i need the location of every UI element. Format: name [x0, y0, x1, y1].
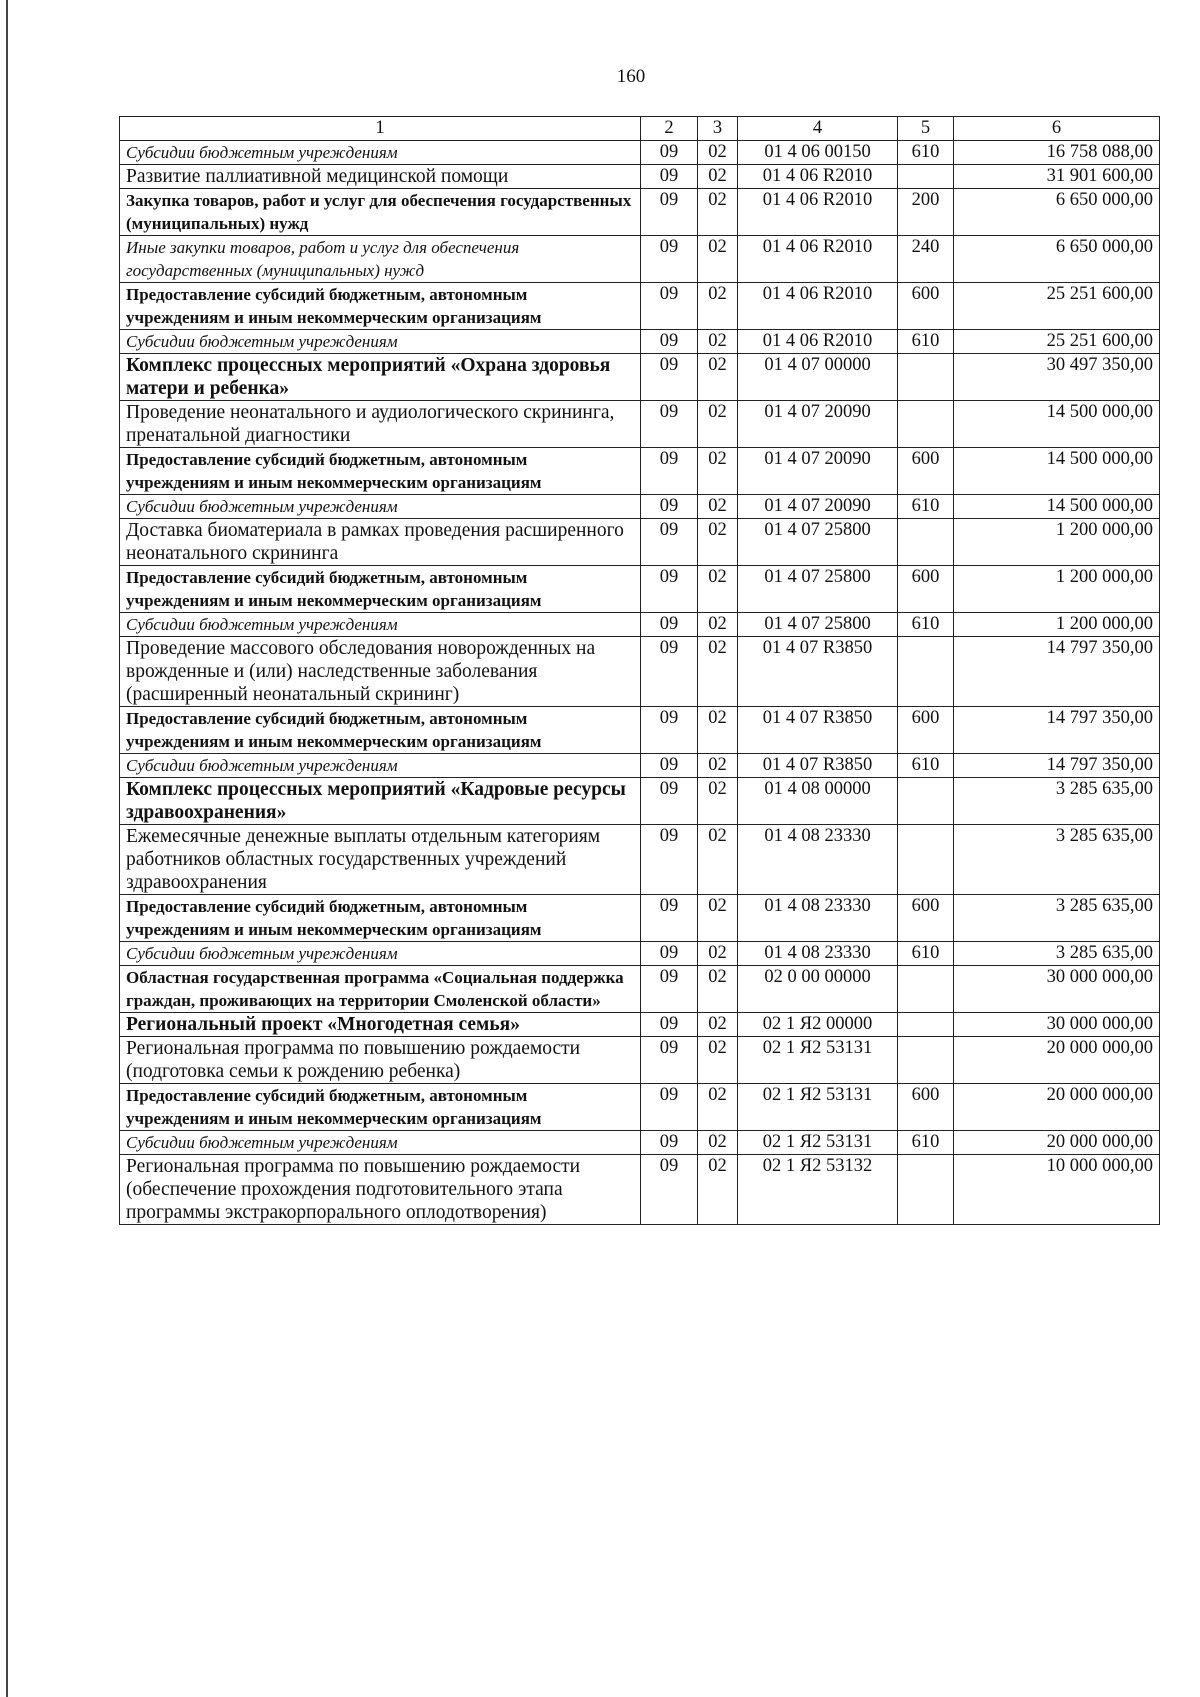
target-article-cell: 01 4 07 R3850 [738, 637, 898, 707]
subsection-code-cell: 02 [698, 401, 738, 448]
target-article-cell: 01 4 06 R2010 [738, 189, 898, 236]
column-header: 5 [898, 117, 954, 141]
section-code-cell: 09 [641, 1155, 698, 1225]
column-header: 2 [641, 117, 698, 141]
row-name-cell: Предоставление субсидий бюджетным, автономным учреждениям и иным некоммерческим организациям [120, 707, 641, 754]
section-code-cell: 09 [641, 448, 698, 495]
row-name-cell: Иные закупки товаров, работ и услуг для обеспечения государственных (муниципальных) нужд [120, 236, 641, 283]
table-row [120, 165, 1160, 189]
amount-cell: 3 285 635,00 [954, 778, 1160, 825]
row-name-cell: Субсидии бюджетным учреждениям [120, 942, 641, 966]
target-article-cell: 01 4 07 25800 [738, 613, 898, 637]
section-code-cell: 09 [641, 354, 698, 401]
target-article-cell: 02 1 Я2 00000 [738, 1013, 898, 1037]
amount-cell: 30 497 350,00 [954, 354, 1160, 401]
subsection-code-cell: 02 [698, 165, 738, 189]
section-code-cell: 09 [641, 637, 698, 707]
amount-cell: 20 000 000,00 [954, 1084, 1160, 1131]
expense-type-cell: 600 [898, 283, 954, 330]
table-row [120, 778, 1160, 825]
section-code-cell: 09 [641, 165, 698, 189]
target-article-cell: 02 1 Я2 53131 [738, 1131, 898, 1155]
target-article-cell: 02 1 Я2 53131 [738, 1084, 898, 1131]
section-code-cell: 09 [641, 519, 698, 566]
section-code-cell: 09 [641, 1084, 698, 1131]
expense-type-cell [898, 1013, 954, 1037]
amount-cell: 14 500 000,00 [954, 495, 1160, 519]
target-article-cell: 01 4 07 25800 [738, 566, 898, 613]
subsection-code-cell: 02 [698, 330, 738, 354]
target-article-cell: 01 4 08 23330 [738, 895, 898, 942]
table-row [120, 283, 1160, 330]
row-name-cell: Комплекс процессных мероприятий «Охрана здоровья матери и ребенка» [120, 354, 641, 401]
subsection-code-cell: 02 [698, 1084, 738, 1131]
amount-cell: 1 200 000,00 [954, 519, 1160, 566]
target-article-cell: 01 4 07 R3850 [738, 707, 898, 754]
row-name-cell: Комплекс процессных мероприятий «Кадровые ресурсы здравоохранения» [120, 778, 641, 825]
target-article-cell: 02 1 Я2 53132 [738, 1155, 898, 1225]
amount-cell: 6 650 000,00 [954, 189, 1160, 236]
row-name-cell: Региональный проект «Многодетная семья» [120, 1013, 641, 1037]
table-row [120, 236, 1160, 283]
row-name-cell: Предоставление субсидий бюджетным, автономным учреждениям и иным некоммерческим организациям [120, 448, 641, 495]
target-article-cell: 01 4 07 20090 [738, 401, 898, 448]
amount-cell: 6 650 000,00 [954, 236, 1160, 283]
amount-cell: 25 251 600,00 [954, 283, 1160, 330]
expense-type-cell: 610 [898, 1131, 954, 1155]
expense-type-cell [898, 778, 954, 825]
row-name-cell: Субсидии бюджетным учреждениям [120, 141, 641, 165]
table-row [120, 448, 1160, 495]
row-name-cell: Областная государственная программа «Социальная поддержка граждан, проживающих на территории Смоленской области» [120, 966, 641, 1013]
expense-type-cell: 610 [898, 330, 954, 354]
row-name-cell: Субсидии бюджетным учреждениям [120, 1131, 641, 1155]
subsection-code-cell: 02 [698, 189, 738, 236]
amount-cell: 3 285 635,00 [954, 895, 1160, 942]
table-row [120, 495, 1160, 519]
section-code-cell: 09 [641, 942, 698, 966]
table-row [120, 1013, 1160, 1037]
expense-type-cell: 610 [898, 613, 954, 637]
table-row [120, 354, 1160, 401]
section-code-cell: 09 [641, 283, 698, 330]
amount-cell: 14 797 350,00 [954, 754, 1160, 778]
table-row [120, 1155, 1160, 1225]
amount-cell: 20 000 000,00 [954, 1131, 1160, 1155]
expense-type-cell: 610 [898, 495, 954, 519]
section-code-cell: 09 [641, 566, 698, 613]
amount-cell: 3 285 635,00 [954, 942, 1160, 966]
table-row [120, 189, 1160, 236]
subsection-code-cell: 02 [698, 1013, 738, 1037]
table-row [120, 707, 1160, 754]
target-article-cell: 01 4 07 00000 [738, 354, 898, 401]
subsection-code-cell: 02 [698, 495, 738, 519]
expense-type-cell: 600 [898, 566, 954, 613]
column-header: 4 [738, 117, 898, 141]
column-header: 6 [954, 117, 1160, 141]
table-row [120, 637, 1160, 707]
amount-cell: 1 200 000,00 [954, 566, 1160, 613]
section-code-cell: 09 [641, 401, 698, 448]
subsection-code-cell: 02 [698, 966, 738, 1013]
subsection-code-cell: 02 [698, 778, 738, 825]
expense-type-cell: 610 [898, 141, 954, 165]
expense-type-cell: 240 [898, 236, 954, 283]
subsection-code-cell: 02 [698, 825, 738, 895]
expense-type-cell: 610 [898, 942, 954, 966]
section-code-cell: 09 [641, 141, 698, 165]
subsection-code-cell: 02 [698, 707, 738, 754]
amount-cell: 14 500 000,00 [954, 401, 1160, 448]
section-code-cell: 09 [641, 825, 698, 895]
amount-cell: 20 000 000,00 [954, 1037, 1160, 1084]
row-name-cell: Доставка биоматериала в рамках проведения расширенного неонатального скрининга [120, 519, 641, 566]
page-edge-rule [6, 0, 8, 1697]
page-number: 160 [616, 66, 646, 87]
target-article-cell: 01 4 06 R2010 [738, 236, 898, 283]
section-code-cell: 09 [641, 778, 698, 825]
target-article-cell: 01 4 06 R2010 [738, 165, 898, 189]
subsection-code-cell: 02 [698, 613, 738, 637]
table-row [120, 966, 1160, 1013]
table-row [120, 942, 1160, 966]
expense-type-cell [898, 637, 954, 707]
subsection-code-cell: 02 [698, 895, 738, 942]
table-row [120, 141, 1160, 165]
section-code-cell: 09 [641, 330, 698, 354]
table-header-row [120, 117, 1160, 141]
target-article-cell: 01 4 06 R2010 [738, 283, 898, 330]
subsection-code-cell: 02 [698, 354, 738, 401]
table-row [120, 613, 1160, 637]
row-name-cell: Закупка товаров, работ и услуг для обеспечения государственных (муниципальных) нужд [120, 189, 641, 236]
table-row [120, 1131, 1160, 1155]
table-row [120, 566, 1160, 613]
section-code-cell: 09 [641, 895, 698, 942]
table-row [120, 895, 1160, 942]
column-header: 3 [698, 117, 738, 141]
amount-cell: 16 758 088,00 [954, 141, 1160, 165]
amount-cell: 31 901 600,00 [954, 165, 1160, 189]
section-code-cell: 09 [641, 613, 698, 637]
section-code-cell: 09 [641, 236, 698, 283]
table-row [120, 519, 1160, 566]
subsection-code-cell: 02 [698, 141, 738, 165]
expense-type-cell [898, 825, 954, 895]
subsection-code-cell: 02 [698, 1131, 738, 1155]
table-row [120, 330, 1160, 354]
subsection-code-cell: 02 [698, 1155, 738, 1225]
expense-type-cell [898, 519, 954, 566]
target-article-cell: 01 4 07 R3850 [738, 754, 898, 778]
amount-cell: 3 285 635,00 [954, 825, 1160, 895]
expense-type-cell: 600 [898, 895, 954, 942]
amount-cell: 30 000 000,00 [954, 1013, 1160, 1037]
subsection-code-cell: 02 [698, 566, 738, 613]
target-article-cell: 01 4 07 20090 [738, 495, 898, 519]
amount-cell: 14 797 350,00 [954, 707, 1160, 754]
column-header: 1 [120, 117, 641, 141]
row-name-cell: Развитие паллиативной медицинской помощи [120, 165, 641, 189]
amount-cell: 14 797 350,00 [954, 637, 1160, 707]
expense-type-cell: 610 [898, 754, 954, 778]
table-row [120, 401, 1160, 448]
table-body [120, 141, 1160, 1225]
table-row [120, 1084, 1160, 1131]
section-code-cell: 09 [641, 707, 698, 754]
row-name-cell: Субсидии бюджетным учреждениям [120, 495, 641, 519]
expense-type-cell [898, 1155, 954, 1225]
expense-type-cell: 600 [898, 707, 954, 754]
subsection-code-cell: 02 [698, 448, 738, 495]
row-name-cell: Региональная программа по повышению рождаемости (подготовка семьи к рождению ребенка) [120, 1037, 641, 1084]
expense-type-cell: 600 [898, 1084, 954, 1131]
subsection-code-cell: 02 [698, 1037, 738, 1084]
expense-type-cell: 200 [898, 189, 954, 236]
section-code-cell: 09 [641, 1131, 698, 1155]
row-name-cell: Предоставление субсидий бюджетным, автономным учреждениям и иным некоммерческим организациям [120, 283, 641, 330]
subsection-code-cell: 02 [698, 236, 738, 283]
budget-table [119, 116, 1160, 1225]
target-article-cell: 01 4 07 25800 [738, 519, 898, 566]
target-article-cell: 01 4 06 R2010 [738, 330, 898, 354]
target-article-cell: 01 4 06 00150 [738, 141, 898, 165]
table-row [120, 825, 1160, 895]
subsection-code-cell: 02 [698, 942, 738, 966]
row-name-cell: Субсидии бюджетным учреждениям [120, 754, 641, 778]
amount-cell: 14 500 000,00 [954, 448, 1160, 495]
section-code-cell: 09 [641, 189, 698, 236]
expense-type-cell [898, 966, 954, 1013]
subsection-code-cell: 02 [698, 637, 738, 707]
expense-type-cell [898, 354, 954, 401]
amount-cell: 1 200 000,00 [954, 613, 1160, 637]
section-code-cell: 09 [641, 754, 698, 778]
amount-cell: 25 251 600,00 [954, 330, 1160, 354]
expense-type-cell [898, 401, 954, 448]
amount-cell: 30 000 000,00 [954, 966, 1160, 1013]
row-name-cell: Субсидии бюджетным учреждениям [120, 613, 641, 637]
table-row [120, 754, 1160, 778]
target-article-cell: 01 4 08 00000 [738, 778, 898, 825]
target-article-cell: 02 1 Я2 53131 [738, 1037, 898, 1084]
expense-type-cell [898, 1037, 954, 1084]
target-article-cell: 02 0 00 00000 [738, 966, 898, 1013]
row-name-cell: Предоставление субсидий бюджетным, автономным учреждениям и иным некоммерческим организациям [120, 1084, 641, 1131]
table-row [120, 1037, 1160, 1084]
subsection-code-cell: 02 [698, 754, 738, 778]
section-code-cell: 09 [641, 1013, 698, 1037]
row-name-cell: Предоставление субсидий бюджетным, автономным учреждениям и иным некоммерческим организациям [120, 895, 641, 942]
section-code-cell: 09 [641, 495, 698, 519]
target-article-cell: 01 4 08 23330 [738, 942, 898, 966]
row-name-cell: Ежемесячные денежные выплаты отдельным категориям работников областных государственных учреждений здравоохранения [120, 825, 641, 895]
section-code-cell: 09 [641, 966, 698, 1013]
expense-type-cell: 600 [898, 448, 954, 495]
subsection-code-cell: 02 [698, 519, 738, 566]
amount-cell: 10 000 000,00 [954, 1155, 1160, 1225]
target-article-cell: 01 4 08 23330 [738, 825, 898, 895]
section-code-cell: 09 [641, 1037, 698, 1084]
row-name-cell: Субсидии бюджетным учреждениям [120, 330, 641, 354]
row-name-cell: Проведение массового обследования новорожденных на врожденные и (или) наследственные заболевания (расширенный неонатальный скрининг) [120, 637, 641, 707]
row-name-cell: Региональная программа по повышению рождаемости (обеспечение прохождения подготовительного этапа программы экстракорпорального оплодотворения) [120, 1155, 641, 1225]
row-name-cell: Предоставление субсидий бюджетным, автономным учреждениям и иным некоммерческим организациям [120, 566, 641, 613]
row-name-cell: Проведение неонатального и аудиологического скрининга, пренатальной диагностики [120, 401, 641, 448]
target-article-cell: 01 4 07 20090 [738, 448, 898, 495]
expense-type-cell [898, 165, 954, 189]
subsection-code-cell: 02 [698, 283, 738, 330]
